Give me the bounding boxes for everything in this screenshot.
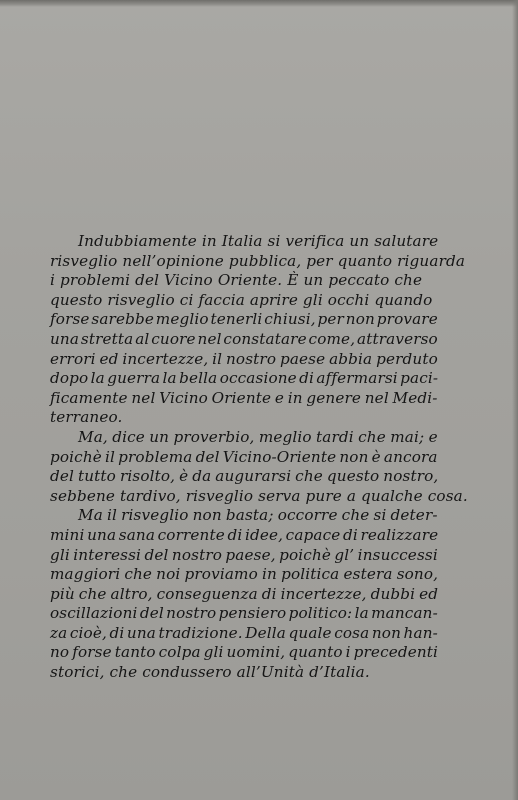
text-line: maggiori che noi proviamo in politica estera sono, — [50, 565, 439, 584]
text-line: ficamente nel Vicino Oriente e in genere nel Medi- — [50, 388, 438, 407]
text-line: Ma il risveglio non basta; occorre che si deter- — [78, 506, 438, 525]
text-line: questo risveglio ci faccia aprire gli occhi quando — [50, 290, 433, 309]
text-line: del tutto risolto, è da augurarsi che questo nostro, — [50, 467, 439, 486]
text-line: no forse tanto colpa gli uomini, quanto i precedenti — [50, 643, 439, 662]
text-line: Ma, dice un proverbio, meglio tardi che mai; e — [78, 427, 438, 446]
text-line: Indubbiamente in Italia si verifica un salutare — [78, 232, 439, 250]
text-line: mini una sana corrente di idee, capace di realizzare — [50, 525, 439, 544]
body-text — [50, 232, 468, 683]
page-right-edge-shadow — [512, 0, 518, 800]
page-top-edge-shadow — [0, 0, 518, 7]
text-line: risveglio nell’opinione pubblica, per quanto riguarda — [50, 251, 466, 270]
text-line: storici, che condussero all’Unità d’Italia. — [50, 663, 370, 682]
text-line: oscillazioni del nostro pensiero politico: la mancan- — [50, 604, 438, 623]
paragraph-3 — [50, 506, 438, 682]
text-line: za cioè, di una tradizione. Della quale cosa non han- — [50, 623, 438, 642]
text-line: dopo la guerra la bella occasione di affermarsi paci- — [50, 369, 439, 388]
text-line: i problemi del Vicino Oriente. È un peccato che — [50, 271, 423, 290]
text-line: una stretta al cuore nel constatare come, attraverso — [50, 329, 438, 348]
text-line: errori ed incertezze, il nostro paese abbia perduto — [50, 349, 438, 368]
paragraph-2 — [50, 427, 468, 506]
paragraph-1 — [50, 232, 466, 428]
text-line: poichè il problema del Vicino-Oriente non è ancora — [50, 447, 438, 466]
text-line: terraneo. — [50, 408, 123, 427]
text-line: gli interessi del nostro paese, poichè gl’ insuccessi — [50, 545, 438, 564]
text-line: più che altro, conseguenza di incertezze, dubbi ed — [50, 584, 439, 603]
text-line: sebbene tardivo, risveglio serva pure a qualche cosa. — [50, 486, 468, 505]
text-line: forse sarebbe meglio tenerli chiusi, per non provare — [50, 310, 438, 329]
